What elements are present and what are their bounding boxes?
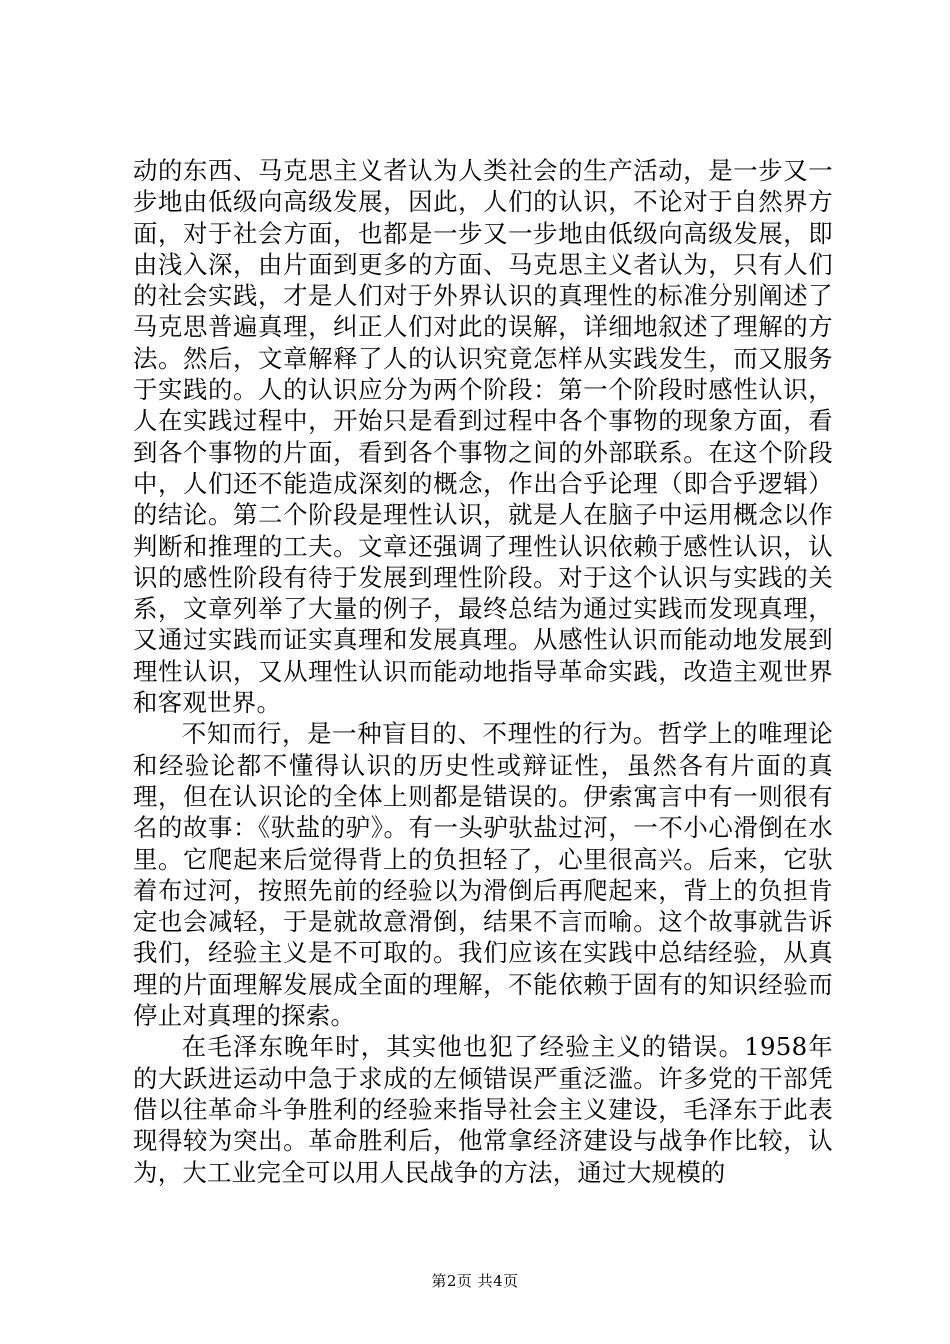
- page-footer: 第2页 共4页: [431, 1272, 519, 1290]
- body-text: [133, 155, 833, 1188]
- paragraph-3: 在毛泽东晚年时，其实他也犯了经验主义的错误。1958年的大跃进运动中急于求成的左倾错误严重泛滥。许多党的干部凭借以往革命斗争胜利的经验来指导社会主义建设，毛泽东于此表现得较为突出。革命胜利后，他常拿经济建设与战争作比较，认为，大工业完全可以用人民战争的方法，通过大规模的: [133, 1032, 833, 1187]
- paragraph-1: 动的东西、马克思主义者认为人类社会的生产活动，是一步又一步地由低级向高级发展，因此，人们的认识，不论对于自然界方面，对于社会方面，也都是一步又一步地由低级向高级发展，即由浅入深，由片面到更多的方面、马克思主义者认为，只有人们的社会实践，才是人们对于外界认识的真理性的标准分别阐述了马克思普遍真理，纠正人们对此的误解，详细地叙述了理解的方法。然后，文章解释了人的认识究竟怎样从实践发生，而又服务于实践的。人的认识应分为两个阶段：第一个阶段时感性认识，人在实践过程中，开始只是看到过程中各个事物的现象方面，看到各个事物的片面，看到各个事物之间的外部联系。在这个阶段中，人们还不能造成深刻的概念，作出合乎论理（即合乎逻辑）的结论。第二个阶段是理性认识，就是人在脑子中运用概念以作判断和推理的工夫。文章还强调了理性认识依赖于感性认识，认识的感性阶段有待于发展到理性阶段。对于这个认识与实践的关系，文章列举了大量的例子，最终总结为通过实践而发现真理，又通过实践而证实真理和发展真理。从感性认识而能动地发展到理性认识，又从理性认识而能动地指导革命实践，改造主观世界和客观世界。: [133, 156, 833, 718]
- paragraph-2: 不知而行，是一种盲目的、不理性的行为。哲学上的唯理论和经验论都不懂得认识的历史性或辩证性，虽然各有片面的真理，但在认识论的全体上则都是错误的。伊索寓言中有一则很有名的故事：《驮盐的驴》。有一头驴驮盐过河，一不小心滑倒在水里。它爬起来后觉得背上的负担轻了，心里很高兴。后来，它驮着布过河，按照先前的经验以为滑倒后再爬起来，背上的负担肯定也会减轻，于是就故意滑倒，结果不言而喻。这个故事就告诉我们，经验主义是不可取的。我们应该在实践中总结经验，从真理的片面理解发展成全面的理解，不能依赖于固有的知识经验而停止对真理的探索。: [133, 719, 833, 1031]
